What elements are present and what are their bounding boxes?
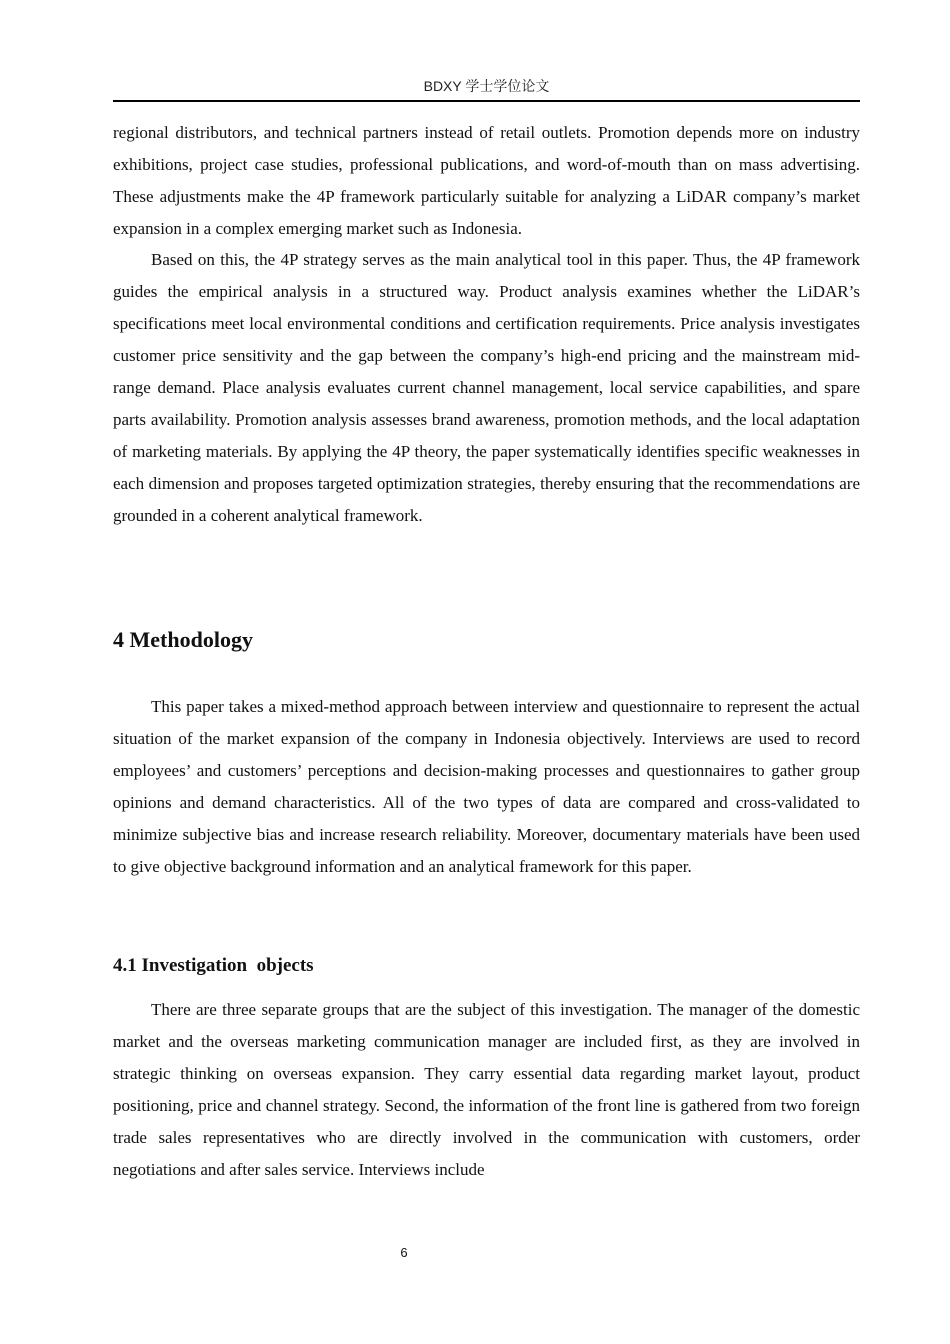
section-heading-methodology: 4 Methodology	[113, 627, 253, 652]
page-number: 6	[400, 1245, 408, 1260]
paragraph-investigation-objects: There are three separate groups that are the subject of this investigation. The manager of the domestic market and the overseas marketing communication manager are included first, as they are involved in strategic thinking on overseas expansion. They carry essential data regarding market layout, product positioning, price and channel strategy. Second, the information of the front line is gathered from two foreign trade sales representatives who are directly involved in the communication with customers, order negotiations and after sales service. Interviews include	[113, 1000, 860, 1179]
paragraph-4p-analysis: Based on this, the 4P strategy serves as the main analytical tool in this paper. Thus, the 4P framework guides the empirical analysis in a structured way. Product analysis examines whether the LiDAR’s specifications meet local environmental conditions and certification requirements. Price analysis investigates customer price sensitivity and the gap between the company’s high-end pricing and the mainstream mid-range demand. Place analysis evaluates current channel management, local service capabilities, and spare parts availability. Promotion analysis assesses brand awareness, promotion methods, and the local adaptation of marketing materials. By applying the 4P theory, the paper systematically identifies specific weaknesses in each dimension and proposes targeted optimization strategies, thereby ensuring that the recommendations are grounded in a coherent analytical framework.	[113, 250, 860, 525]
running-header: BDXY 学士学位论文	[423, 78, 550, 94]
paragraph-methodology: This paper takes a mixed-method approach between interview and questionnaire to represent the actual situation of the market expansion of the company in Indonesia objectively. Interviews are used to record employees’ and customers’ perceptions and decision-making processes and questionnaires to gather group opinions and demand characteristics. All of the two types of data are compared and cross-validated to minimize subjective bias and increase research reliability. Moreover, documentary materials have been used to give objective background information and an analytical framework for this paper.	[113, 697, 860, 876]
header-divider	[113, 100, 860, 102]
subsection-heading-investigation-objects: 4.1 Investigation objects	[113, 955, 314, 976]
paragraph-4p-adjustments: regional distributors, and technical partners instead of retail outlets. Promotion depends more on industry exhibitions, project case studies, professional publications, and word-of-mouth than on mass advertising. These adjustments make the 4P framework particularly suitable for analyzing a LiDAR company’s market expansion in a complex emerging market such as Indonesia.	[113, 123, 860, 238]
